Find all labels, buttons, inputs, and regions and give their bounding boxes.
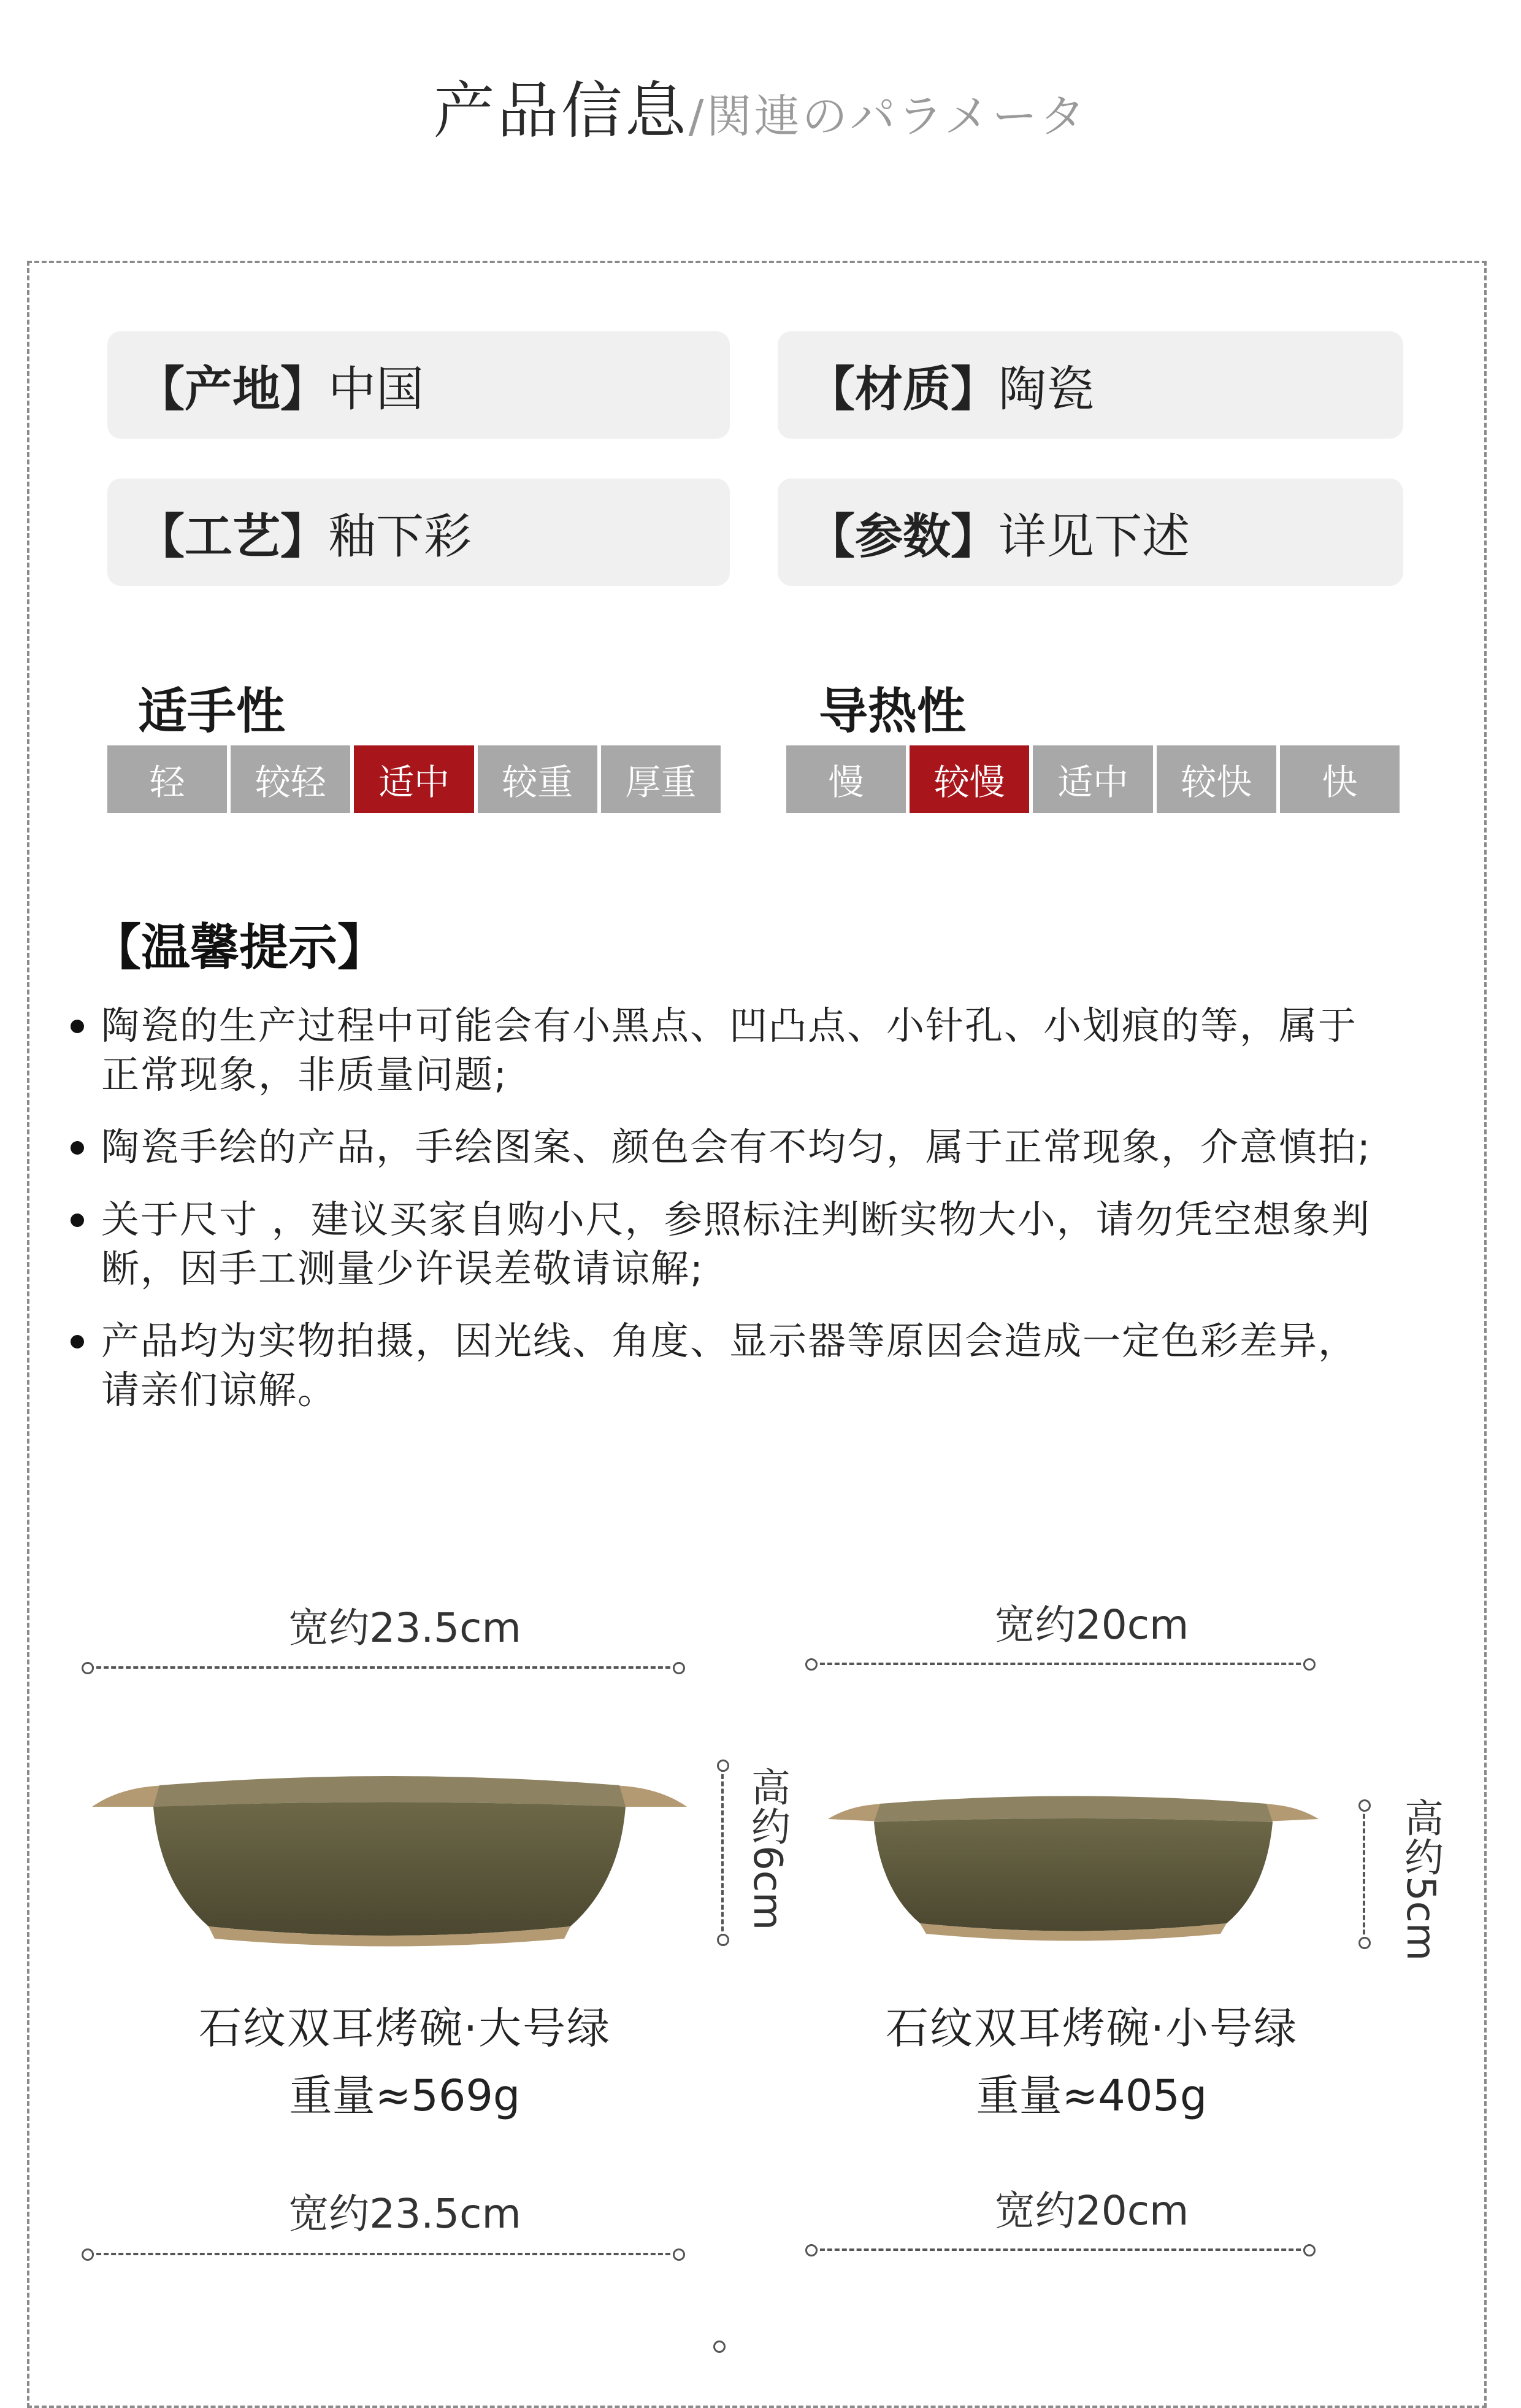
title-cn: 产品信息 (433, 75, 689, 147)
notice-item-text: 产品均为实物拍摄，因光线、角度、显示器等原因会造成一定色彩差异，请亲们谅解。 (101, 1318, 1358, 1412)
notice-item (101, 1123, 1389, 1172)
info-key: 【材质】 (807, 361, 999, 417)
info-box-craft (107, 479, 730, 586)
height-dimension-line (721, 1767, 724, 1939)
title-jp: /関連のパラメータ (688, 90, 1088, 143)
bowl-small-image (822, 1767, 1325, 1951)
notice-item-text: 陶瓷手绘的产品，手绘图案、颜色会有不均匀，属于正常现象，介意慎拍; (101, 1125, 1371, 1169)
bowl-large-image (86, 1742, 693, 1957)
width-label-small-2: 宽约20cm (994, 2187, 1189, 2234)
product-name-small: 石纹双耳烤碗·小号绿 (885, 2003, 1298, 2053)
width-dimension-line (813, 2248, 1308, 2251)
product-name-large: 石纹双耳烤碗·大号绿 (198, 2003, 611, 2053)
notice-list (101, 1001, 1389, 1438)
info-key: 【参数】 (807, 509, 999, 564)
product-weight-small: 重量≈405g (976, 2071, 1208, 2121)
notice-title: 【温馨提示】 (92, 919, 386, 976)
scale-cell: 厚重 (601, 745, 721, 813)
info-box-params (778, 479, 1403, 586)
bullet-icon (71, 1141, 84, 1155)
scale-title-heat: 导热性 (819, 683, 966, 740)
info-key: 【产地】 (137, 361, 329, 417)
scale-title-handling: 适手性 (138, 683, 285, 740)
scale-cell-selected: 较慢 (910, 745, 1029, 813)
scale-cell: 较轻 (231, 745, 350, 813)
notice-item (101, 1195, 1389, 1293)
scale-cell: 较快 (1157, 745, 1276, 813)
scale-cell: 轻 (107, 745, 227, 813)
notice-item (101, 1001, 1389, 1099)
width-dimension-line (813, 1663, 1308, 1665)
width-label-small: 宽约20cm (994, 1601, 1189, 1648)
info-box-material (778, 331, 1403, 439)
scale-handling (107, 745, 721, 813)
info-value: 中国 (328, 361, 424, 417)
bullet-icon (71, 1020, 84, 1033)
scale-heat (786, 745, 1400, 813)
notice-item-text: 陶瓷的生产过程中可能会有小黑点、凹凸点、小针孔、小划痕的等，属于正常现象，非质量问题; (101, 1003, 1358, 1097)
page-title (0, 61, 1521, 150)
width-dimension-line (89, 2253, 678, 2255)
height-label-large: 高约6cm (745, 1767, 790, 1931)
width-dimension-line (89, 1666, 678, 1669)
dimension-endpoint (713, 2341, 726, 2353)
scale-cell: 慢 (786, 745, 906, 813)
info-value: 详见下述 (998, 509, 1190, 564)
scale-cell-selected: 适中 (354, 745, 473, 813)
scale-cell: 快 (1280, 745, 1400, 813)
scale-cell: 适中 (1033, 745, 1152, 813)
info-box-origin (107, 331, 730, 439)
info-value: 釉下彩 (328, 509, 472, 564)
scale-cell: 较重 (478, 745, 597, 813)
bullet-icon (71, 1335, 84, 1348)
height-label-small: 高约5cm (1398, 1798, 1443, 1961)
product-weight-large: 重量≈569g (289, 2071, 521, 2121)
notice-item (101, 1317, 1389, 1415)
width-label-large: 宽约23.5cm (288, 1604, 521, 1652)
info-value: 陶瓷 (998, 361, 1095, 417)
notice-item-text: 关于尺寸 ，建议买家自购小尺，参照标注判断实物大小，请勿凭空想象判断，因手工测量少许误差敬请谅解; (101, 1197, 1371, 1291)
bullet-icon (71, 1214, 84, 1227)
height-dimension-line (1363, 1807, 1365, 1942)
width-label-large-2: 宽约23.5cm (288, 2190, 521, 2237)
info-key: 【工艺】 (137, 509, 329, 564)
